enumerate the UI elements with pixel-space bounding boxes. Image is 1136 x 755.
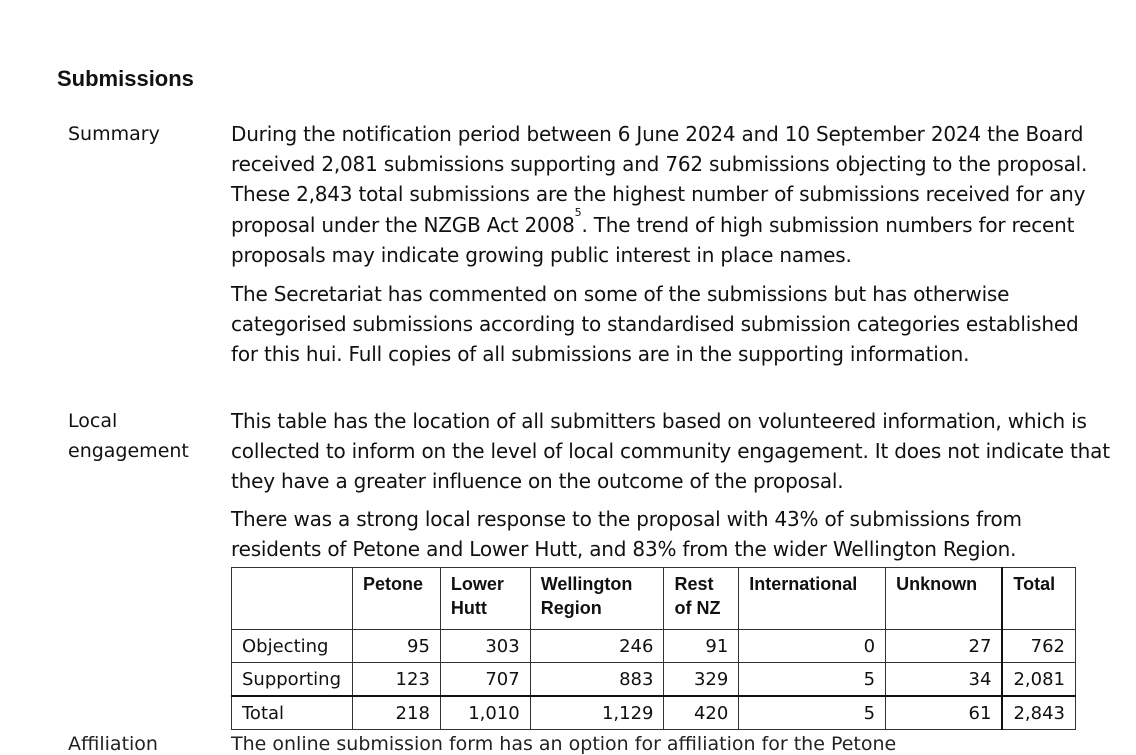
column-header-line: Lower — [450, 574, 504, 594]
table-cell: 762 — [1002, 630, 1075, 663]
column-header-line: International — [749, 574, 858, 594]
section-heading: Submissions — [57, 66, 194, 91]
table-cell: 123 — [352, 663, 440, 697]
table-cell: 5 — [739, 696, 886, 730]
table-corner-cell — [232, 568, 353, 630]
table-cell: 246 — [530, 630, 664, 663]
row-label: Objecting — [232, 630, 353, 663]
column-header — [352, 568, 440, 630]
table-header-row — [232, 568, 1076, 630]
table-cell: 91 — [664, 630, 739, 663]
table-row — [232, 663, 1076, 697]
column-header-line: of NZ — [674, 598, 721, 618]
table-cell: 420 — [664, 696, 739, 730]
table-cell: 2,081 — [1002, 663, 1075, 697]
table-cell: 883 — [530, 663, 664, 697]
row-label: Total — [232, 696, 353, 730]
table-cell: 0 — [739, 630, 886, 663]
local-paragraph-1: This table has the location of all submitters based on volunteered information, which is collected to inform on the level of local community engagement. It does not indicate that they have a greater influence on the outcome of the proposal. — [231, 409, 1110, 494]
row-label: Supporting — [232, 663, 353, 697]
summary-paragraph-2: The Secretariat has commented on some of the submissions but has otherwise categorised submissions according to standardised submission categories established for this hui. Full copies of all submissions are in the supporting information. — [231, 282, 1079, 367]
column-header — [1002, 568, 1075, 630]
local-engagement-label — [68, 406, 189, 466]
table-cell: 329 — [664, 663, 739, 697]
footnote-ref[interactable]: 5 — [574, 205, 582, 219]
summary-paragraph-1-tail: . The trend of high submission numbers for recent proposals may indicate growing public interest in place names. — [231, 212, 1075, 267]
next-section-cutoff — [0, 733, 1136, 755]
summary-paragraph-1-text: During the notification period between 6 June 2024 and 10 September 2024 the Board received 2,081 submissions supporting and 762 submissions objecting to the proposal. These 2,843 total submissions are the highest number of submissions received for any proposal under the NZGB Act 2008 — [231, 122, 1088, 237]
table-cell: 1,129 — [530, 696, 664, 730]
column-header — [664, 568, 739, 630]
next-section-label: Affiliation — [68, 733, 158, 755]
column-header-line: Rest — [674, 574, 714, 594]
column-header — [886, 568, 1003, 630]
local-engagement-label-line1: Local — [68, 410, 118, 432]
table-cell: 1,010 — [440, 696, 530, 730]
column-header — [440, 568, 530, 630]
table-cell: 5 — [739, 663, 886, 697]
table-row — [232, 630, 1076, 663]
local-paragraph-2: There was a strong local response to the proposal with 43% of submissions from residents of Petone and Lower Hutt, and 83% from the wider Wellington Region. — [231, 507, 1022, 562]
column-header-line: Wellington — [540, 574, 633, 594]
column-header-line: Total — [1013, 574, 1056, 594]
column-header-line: Region — [540, 598, 602, 618]
submitter-location-table — [231, 567, 1076, 730]
column-header-line: Petone — [362, 574, 423, 594]
table-cell: 218 — [352, 696, 440, 730]
table-row — [232, 696, 1076, 730]
column-header-line: Unknown — [896, 574, 978, 594]
column-header — [530, 568, 664, 630]
table-cell: 303 — [440, 630, 530, 663]
table-cell: 27 — [886, 630, 1003, 663]
table-cell: 61 — [886, 696, 1003, 730]
column-header-line: Hutt — [450, 598, 487, 618]
summary-paragraph-1 — [231, 119, 1111, 270]
local-engagement-label-line2: engagement — [68, 440, 189, 462]
table-cell: 2,843 — [1002, 696, 1075, 730]
table-cell: 707 — [440, 663, 530, 697]
column-header — [739, 568, 886, 630]
summary-label: Summary — [68, 123, 160, 145]
table-cell: 34 — [886, 663, 1003, 697]
table-cell: 95 — [352, 630, 440, 663]
next-section-text: The online submission form has an option for affiliation for the Petone — [231, 733, 897, 755]
